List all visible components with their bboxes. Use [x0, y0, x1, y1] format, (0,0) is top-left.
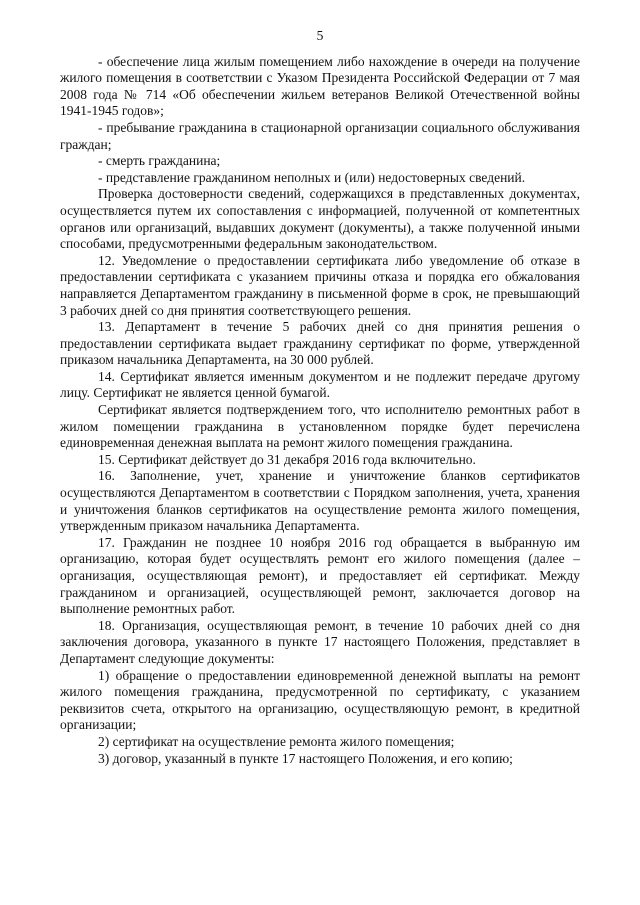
paragraph: - представление гражданином неполных и (или) недостоверных сведений.: [98, 169, 526, 185]
paragraph-item-13: 13. Департамент в течение 5 рабочих дней со дня принятия решения о предоставлении сертификата выдает гражданину сертификат по форме, утвержденной приказом начальника Департамента, на 30 000 рублей.: [60, 319, 580, 368]
paragraph: Проверка достоверности сведений, содержащихся в представленных документах, осуществляется путем их сопоставления с информацией, полученной от компетентных органов или организаций, выдавших документ (документы), а также полученной иными способами, предусмотренными федеральным законодательством.: [60, 186, 580, 252]
paragraph-item-15: 15. Сертификат действует до 31 декабря 2016 года включительно.: [98, 451, 476, 467]
paragraph-item-12: 12. Уведомление о предоставлении сертификата либо уведомление об отказе в предоставлении сертификата с указанием причины отказа и порядка его обжалования направляется Департаментом гражданину в письменной форме в срок, не превышающий 3 рабочих дней со дня принятия соответствующего решения.: [60, 252, 580, 318]
paragraph-item-17: 17. Гражданин не позднее 10 ноября 2016 год обращается в выбранную им организацию, которая будет осуществлять ремонт его жилого помещения (далее – организация, осуществляющая ремонт), и предоставляет ей сертификат. Между гражданином и организацией, осуществляющей ремонт, заключается договор на выполнение ремонтных работ.: [60, 534, 580, 617]
document-body: [60, 54, 580, 768]
paragraph-item-16: 16. Заполнение, учет, хранение и уничтожение бланков сертификатов осуществляются Департаментом в соответствии с Порядком заполнения, учета, хранения и уничтожения бланков сертификатов на осуществление ремонта жилого помещения, утвержденным приказом начальника Департамента.: [60, 468, 580, 534]
page-number: 5: [316, 28, 324, 43]
list-item: 3) договор, указанный в пункте 17 настоящего Положения, и его копию;: [98, 750, 513, 766]
paragraph: Сертификат является подтверждением того, что исполнителю ремонтных работ в жилом помещении гражданина в установленном порядке будет перечислена единовременная денежная выплата на ремонт жилого помещения гражданина.: [60, 402, 580, 451]
list-item: 1) обращение о предоставлении единовременной денежной выплаты на ремонт жилого помещения гражданина, предусмотренной по сертификату, с указанием реквизитов счета, открытого на организацию, осуществляющую ремонт, в кредитной организации;: [60, 667, 580, 733]
paragraph: - пребывание гражданина в стационарной организации социального обслуживания граждан;: [60, 119, 580, 152]
paragraph: - обеспечение лица жилым помещением либо нахождение в очереди на получение жилого помещения в соответствии с Указом Президента Российской Федерации от 7 мая 2008 года № 714 «Об обеспечении жильем ветеранов Великой Отечественной войны 1941-1945 годов»;: [60, 53, 580, 119]
paragraph-item-14: 14. Сертификат является именным документом и не подлежит передаче другому лицу. Сертификат не является ценной бумагой.: [60, 368, 580, 401]
paragraph: - смерть гражданина;: [98, 153, 221, 169]
paragraph-item-18: 18. Организация, осуществляющая ремонт, в течение 10 рабочих дней со дня заключения договора, указанного в пункте 17 настоящего Положения, представляет в Департамент следующие документы:: [60, 617, 580, 666]
list-item: 2) сертификат на осуществление ремонта жилого помещения;: [98, 733, 455, 749]
